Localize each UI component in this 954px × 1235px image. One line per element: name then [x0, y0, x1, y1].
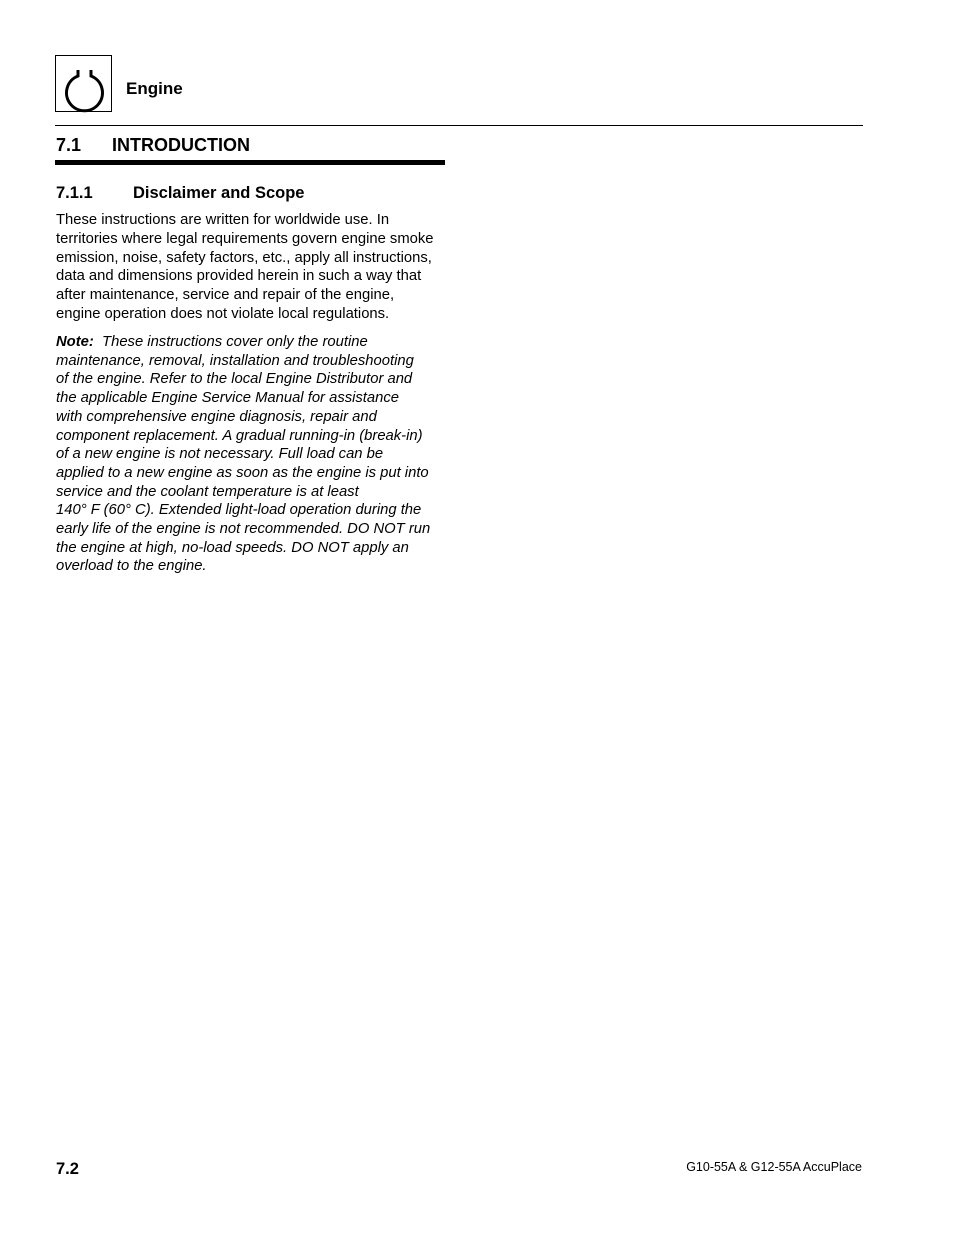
body-line: territories where legal requirements govern engine smoke: [56, 230, 434, 247]
subsection-title: Disclaimer and Scope: [133, 184, 305, 202]
note-line: the applicable Engine Service Manual for assistance: [56, 390, 399, 407]
note-line: 140° F (60° C). Extended light-load operation during the: [56, 502, 422, 519]
header-divider: [55, 125, 863, 126]
page-number: 7.2: [56, 1160, 79, 1178]
note-line: overload to the engine.: [56, 558, 207, 575]
disclaimer-paragraph: [56, 211, 448, 324]
body-line: These instructions are written for worldwide use. In: [56, 212, 390, 228]
note-line: the engine at high, no-load speeds. DO NOT apply an: [56, 539, 409, 556]
note-line-text: These instructions cover only the routine: [102, 334, 368, 350]
note-line: service and the coolant temperature is at least: [56, 483, 359, 500]
note-paragraph: [56, 333, 448, 576]
note-line: of a new engine is not necessary. Full load can be: [56, 446, 384, 463]
engine-icon: [56, 56, 113, 113]
chapter-title: Engine: [126, 79, 183, 98]
subsection-number: 7.1.1: [56, 184, 93, 202]
body-line: data and dimensions provided herein in such a way that: [56, 268, 422, 285]
note-line: of the engine. Refer to the local Engine Distributor and: [56, 371, 413, 388]
section-heading: [56, 134, 445, 156]
document-title: G10-55A & G12-55A AccuPlace: [686, 1160, 862, 1174]
body-line: engine operation does not violate local regulations.: [56, 305, 390, 322]
section-number: 7.1: [56, 135, 82, 155]
subsection-heading: [56, 183, 305, 203]
note-line: applied to a new engine as soon as the engine is put into: [56, 464, 429, 481]
section-divider: [55, 160, 445, 165]
note-line: maintenance, removal, installation and troubleshooting: [56, 352, 414, 369]
body-line: after maintenance, service and repair of the engine,: [56, 287, 395, 304]
note-line: component replacement. A gradual running-in (break-in): [56, 427, 423, 444]
note-line: [56, 333, 448, 352]
body-line: emission, noise, safety factors, etc., apply all instructions,: [56, 249, 432, 266]
note-label: Note:: [56, 334, 94, 350]
engine-icon-box: [55, 55, 112, 112]
section-title: INTRODUCTION: [112, 135, 250, 155]
note-line: with comprehensive engine diagnosis, repair and: [56, 408, 377, 425]
note-line: early life of the engine is not recommended. DO NOT run: [56, 521, 431, 538]
